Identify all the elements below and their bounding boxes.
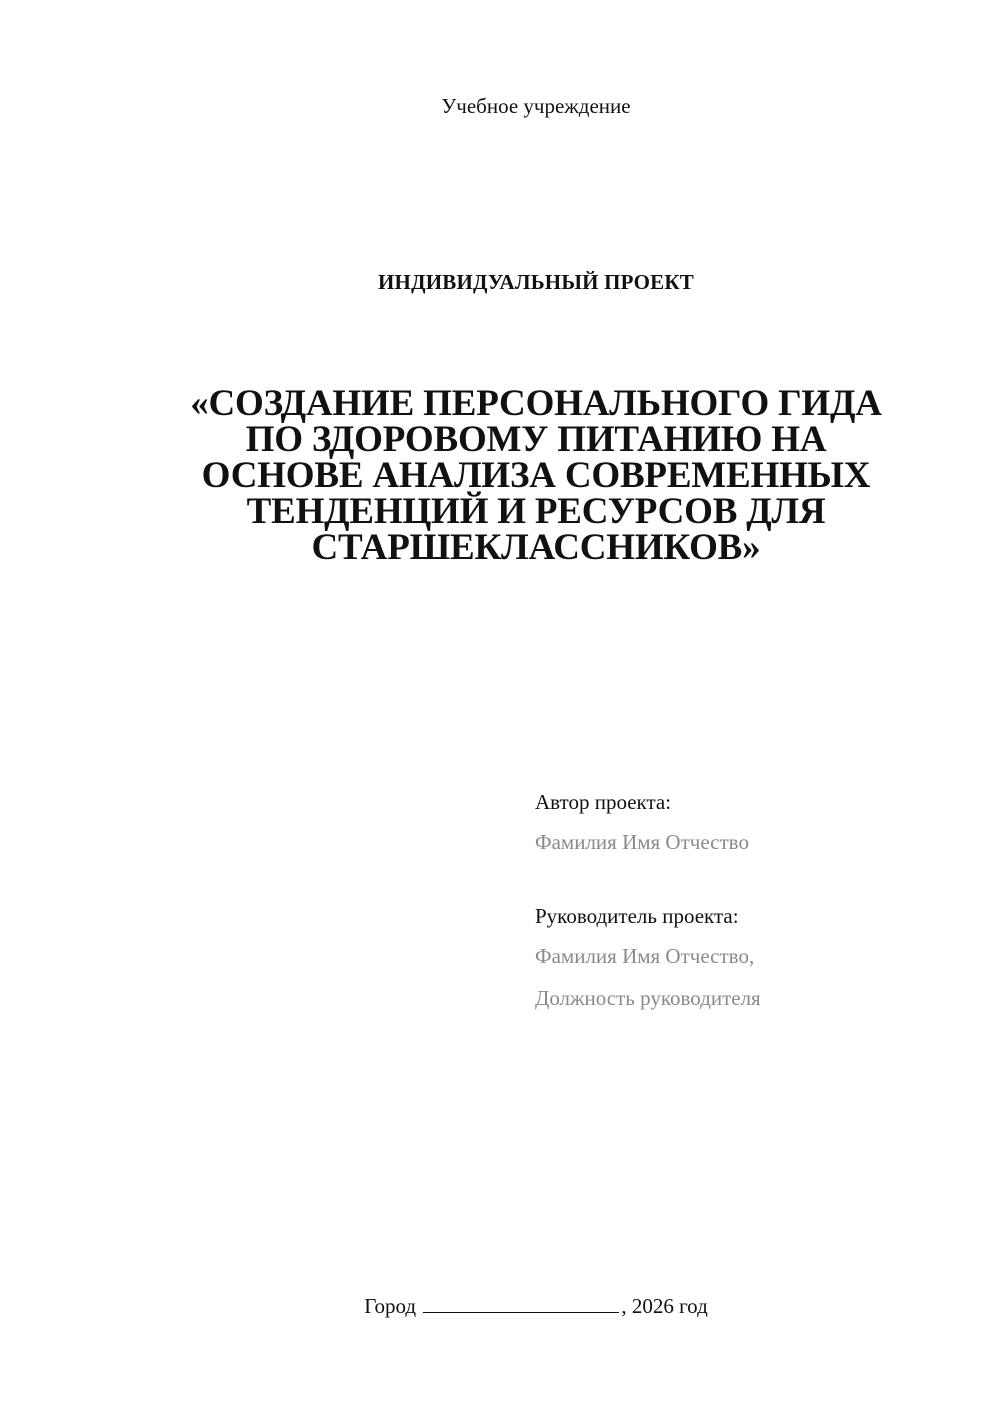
supervisor-label: Руководитель проекта: (535, 904, 739, 928)
supervisor-name: Фамилия Имя Отчество, (535, 944, 755, 968)
year-text: , 2026 год (621, 1294, 708, 1318)
project-title-line: ПО ЗДОРОВОМУ ПИТАНИЮ НА (245, 419, 827, 460)
credits-block (535, 788, 975, 1012)
city-blank-line (423, 1290, 619, 1313)
supervisor-position: Должность руководителя (535, 986, 761, 1010)
author-name: Фамилия Имя Отчество (535, 830, 749, 854)
author-label: Автор проекта: (535, 790, 672, 814)
project-title-line: «СОЗДАНИЕ ПЕРСОНАЛЬНОГО ГИДА (190, 383, 882, 424)
city-label: Город (364, 1294, 417, 1318)
document-type-heading: ИНДИВИДУАЛЬНЫЙ ПРОЕКТ (378, 270, 694, 294)
institution-name: Учебное учреждение (441, 94, 631, 118)
project-title-line: ТЕНДЕНЦИЙ И РЕСУРСОВ ДЛЯ (246, 491, 826, 532)
project-title (150, 383, 922, 568)
footer-city-year (0, 1290, 1000, 1320)
project-title-line: ОСНОВЕ АНАЛИЗА СОВРЕМЕННЫХ (201, 455, 871, 496)
project-title-line: СТАРШЕКЛАССНИКОВ» (311, 527, 761, 568)
credits-spacer (535, 856, 975, 902)
